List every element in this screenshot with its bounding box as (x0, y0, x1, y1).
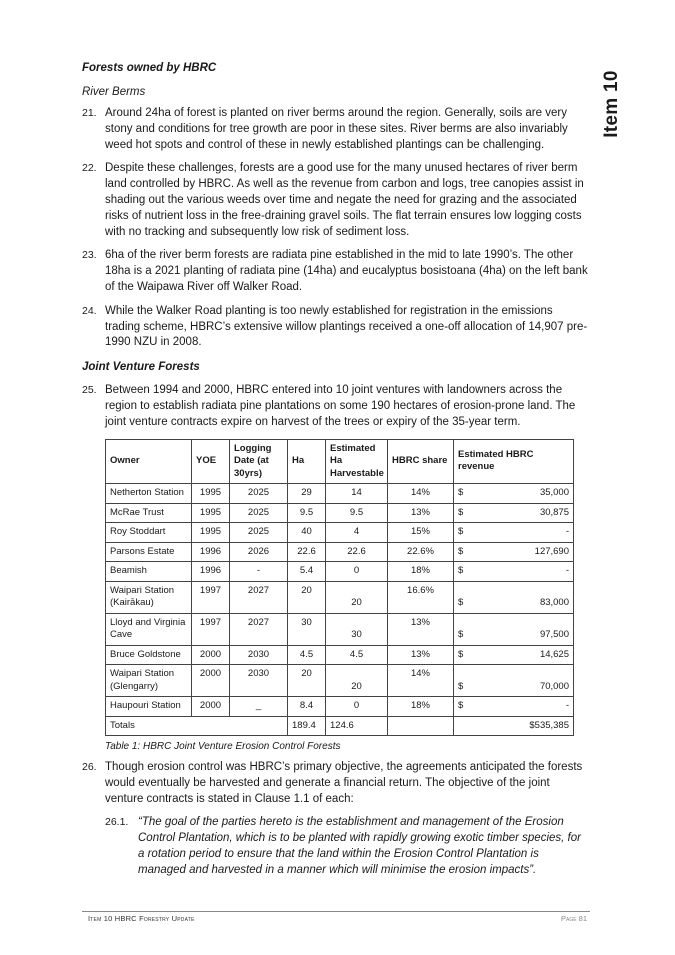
yoe-cell: 2000 (192, 665, 230, 697)
logging-date-cell: 2030 (230, 665, 288, 697)
ha-cell: 40 (288, 523, 326, 543)
harvestable-cell: 9.5 (326, 503, 388, 523)
table-row (106, 503, 574, 523)
subheading-joint-venture: Joint Venture Forests (82, 361, 200, 374)
currency-symbol: $ (458, 565, 464, 577)
footer-item-title: Item 10 HBRC Forestry Update (88, 914, 195, 923)
paragraph-number: 22. (82, 162, 97, 175)
paragraph-text: Though erosion control was HBRC’s primary objective, the agreements anticipated the forests would eventually be harvested and generate a financial return. The objective of the joint venture contracts is stated in Clause 1.1 of each: (105, 761, 583, 805)
totals-revenue: $535,385 (454, 716, 574, 736)
header-owner: Owner (106, 439, 192, 484)
footer-divider (82, 911, 590, 912)
paragraph-number: 21. (82, 107, 97, 119)
ha-cell: 4.5 (288, 645, 326, 665)
header-harvestable: Estimated Ha Harvestable (326, 439, 388, 484)
table-row (106, 581, 574, 613)
revenue-value (458, 629, 569, 642)
revenue-amount: - (565, 700, 569, 712)
yoe-cell: 1995 (192, 503, 230, 523)
header-yoe: YOE (192, 439, 230, 484)
revenue-value (458, 565, 569, 578)
document-body (82, 60, 588, 887)
table-row (106, 484, 574, 504)
currency-symbol: $ (458, 545, 464, 557)
hbrc-share-cell: 13% (388, 503, 454, 523)
item-number-text: Item 10 (601, 70, 622, 138)
owner-cell: McRae Trust (106, 503, 192, 523)
footer-page-number: Page 81 (561, 914, 587, 923)
revenue-amount: 97,500 (539, 629, 569, 641)
hbrc-share-cell: 22.6% (388, 542, 454, 562)
owner-cell: Parsons Estate (106, 542, 192, 562)
logging-date-cell: 2030 (230, 645, 288, 665)
totals-harvestable: 124.6 (326, 716, 388, 736)
ha-cell: 30 (288, 613, 326, 645)
revenue-amount: - (565, 526, 569, 538)
yoe-cell: 1996 (192, 542, 230, 562)
harvestable-cell: 0 (326, 562, 388, 582)
revenue-value (458, 507, 569, 520)
revenue-cell (454, 613, 574, 645)
owner-cell: Roy Stoddart (106, 523, 192, 543)
paragraph-25 (82, 383, 588, 430)
table-row (106, 665, 574, 697)
totals-label: Totals (106, 716, 288, 736)
paragraph-text: While the Walker Road planting is too newly established for registration in the emissions trading scheme, HBRC’s extensive willow plantings received a one-off allocation of 14,907 pre-1990 NZU in 2008. (105, 304, 588, 349)
hbrc-share-cell: 13% (388, 645, 454, 665)
paragraph-text: Between 1994 and 2000, HBRC entered into 10 joint ventures with landowners across the region to establish radiata pine plantations on some 190 hectares of erosion-prone land. The joint venture contracts expire on harvest of the trees or expiry of the 35-year term. (105, 384, 576, 428)
harvestable-cell: 0 (326, 697, 388, 717)
owner-cell: Netherton Station (106, 484, 192, 504)
revenue-amount: - (565, 565, 569, 577)
yoe-cell: 1997 (192, 581, 230, 613)
harvestable-cell: 14 (326, 484, 388, 504)
currency-symbol: $ (458, 648, 464, 660)
revenue-value (458, 700, 569, 713)
yoe-cell: 2000 (192, 697, 230, 717)
currency-symbol: $ (458, 487, 464, 499)
logging-date-cell: 2025 (230, 503, 288, 523)
harvestable-cell: 30 (326, 613, 388, 645)
revenue-value (458, 681, 569, 694)
ha-cell: 29 (288, 484, 326, 504)
section-heading: Forests owned by HBRC (82, 62, 217, 74)
harvestable-cell: 4 (326, 523, 388, 543)
paragraph-number: 26.1. (105, 816, 129, 829)
paragraph-number: 26. (82, 761, 97, 774)
table-row (106, 613, 574, 645)
header-logging-date: Logging Date (at 30yrs) (230, 439, 288, 484)
yoe-cell: 1995 (192, 523, 230, 543)
logging-date-cell: - (230, 562, 288, 582)
logging-date-cell: 2027 (230, 581, 288, 613)
hbrc-share-cell: 14% (388, 665, 454, 697)
revenue-amount: 14,625 (539, 648, 569, 660)
paragraph-number: 25. (82, 384, 97, 397)
paragraph-number: 24. (82, 304, 97, 317)
ha-cell: 20 (288, 581, 326, 613)
harvestable-cell: 20 (326, 581, 388, 613)
paragraph-26 (82, 760, 588, 807)
owner-cell: Waipari Station (Kairākau) (106, 581, 192, 613)
hbrc-share-cell: 13% (388, 613, 454, 645)
yoe-cell: 2000 (192, 645, 230, 665)
paragraph-21 (82, 106, 588, 153)
owner-cell: Beamish (106, 562, 192, 582)
ha-cell: 9.5 (288, 503, 326, 523)
owner-cell: Bruce Goldstone (106, 645, 192, 665)
revenue-cell (454, 523, 574, 543)
paragraph-24 (82, 304, 588, 351)
currency-symbol: $ (458, 526, 464, 538)
subheading-river-berms: River Berms (82, 86, 146, 98)
logging-date-cell: 2025 (230, 484, 288, 504)
harvestable-cell: 20 (326, 665, 388, 697)
totals-empty-cell (388, 716, 454, 736)
revenue-cell (454, 697, 574, 717)
revenue-cell (454, 542, 574, 562)
header-hbrc-share: HBRC share (388, 439, 454, 484)
paragraph-text: Around 24ha of forest is planted on river berms around the region. Generally, soils are very stony and conditions for tree growth are poor in these sites. River berms are also invariably weed hot spots and control of these in newly established plantings can be challenging. (105, 107, 568, 151)
revenue-amount: 35,000 (539, 487, 569, 499)
harvestable-cell: 4.5 (326, 645, 388, 665)
hbrc-share-cell: 14% (388, 484, 454, 504)
ha-cell: 20 (288, 665, 326, 697)
paragraph-22 (82, 161, 588, 240)
revenue-value (458, 487, 569, 500)
revenue-value (458, 597, 569, 610)
table-row (106, 697, 574, 717)
ha-cell: 22.6 (288, 542, 326, 562)
revenue-amount: 127,690 (534, 545, 569, 557)
ha-cell: 5.4 (288, 562, 326, 582)
header-revenue: Estimated HBRC revenue (454, 439, 574, 484)
ha-cell: 8.4 (288, 697, 326, 717)
yoe-cell: 1997 (192, 613, 230, 645)
totals-ha: 189.4 (288, 716, 326, 736)
revenue-cell (454, 503, 574, 523)
harvestable-cell: 22.6 (326, 542, 388, 562)
quoted-clause-text: “The goal of the parties hereto is the establishment and management of the Erosion Control Plantation, which is to be planted with rapidly growing exotic timber species, for a rotation period to ensure that the land within the Erosion Control Plantation is managed and harvested in a manner which will minimise the erosion impacts”. (138, 816, 581, 876)
currency-symbol: $ (458, 680, 464, 692)
revenue-cell (454, 665, 574, 697)
table-body (106, 484, 574, 717)
revenue-cell (454, 484, 574, 504)
hbrc-share-cell: 15% (388, 523, 454, 543)
logging-date-cell: 2027 (230, 613, 288, 645)
table-row (106, 562, 574, 582)
hbrc-share-cell: 18% (388, 697, 454, 717)
revenue-cell (454, 581, 574, 613)
revenue-value (458, 649, 569, 662)
paragraph-text: Despite these challenges, forests are a good use for the many unused hectares of river berm land controlled by HBRC. As well as the revenue from carbon and logs, tree canopies assist in shading out the various weeds over time and negate the need for grazing and the associated risks of nutrient loss in the free-draining gravel soils. The flat terrain ensures low logging costs with no tracking and subsequently low risk of sediment loss. (105, 162, 584, 238)
table-caption: Table 1: HBRC Joint Venture Erosion Control Forests (105, 741, 341, 753)
paragraph-26-1 (105, 815, 588, 878)
header-ha: Ha (288, 439, 326, 484)
currency-symbol: $ (458, 629, 464, 641)
item-number-label (592, 64, 632, 144)
yoe-cell: 1995 (192, 484, 230, 504)
logging-date-cell: 2025 (230, 523, 288, 543)
logging-date-cell: _ (230, 697, 288, 717)
paragraph-23 (82, 248, 588, 295)
revenue-value (458, 526, 569, 539)
revenue-amount: 83,000 (539, 597, 569, 609)
revenue-cell (454, 562, 574, 582)
table-totals-row (106, 716, 574, 736)
hbrc-share-cell: 18% (388, 562, 454, 582)
table-header-row (106, 439, 574, 484)
paragraph-number: 23. (82, 249, 97, 262)
table-row (106, 523, 574, 543)
logging-date-cell: 2026 (230, 542, 288, 562)
owner-cell: Lloyd and Virginia Cave (106, 613, 192, 645)
table-row (106, 542, 574, 562)
revenue-amount: 30,875 (539, 506, 569, 518)
owner-cell: Waipari Station (Glengarry) (106, 665, 192, 697)
currency-symbol: $ (458, 597, 464, 609)
table-row (106, 645, 574, 665)
currency-symbol: $ (458, 700, 464, 712)
paragraph-text: 6ha of the river berm forests are radiata pine established in the mid to late 1990’s. The other 18ha is a 2021 planting of radiata pine (14ha) and eucalyptus bosistoana (4ha) on the left bank of the Waipawa River off Walker Road. (105, 249, 588, 293)
revenue-amount: 70,000 (539, 680, 569, 692)
revenue-value (458, 546, 569, 559)
revenue-cell (454, 645, 574, 665)
yoe-cell: 1996 (192, 562, 230, 582)
hbrc-share-cell: 16.6% (388, 581, 454, 613)
currency-symbol: $ (458, 506, 464, 518)
owner-cell: Haupouri Station (106, 697, 192, 717)
joint-venture-table (105, 439, 574, 737)
